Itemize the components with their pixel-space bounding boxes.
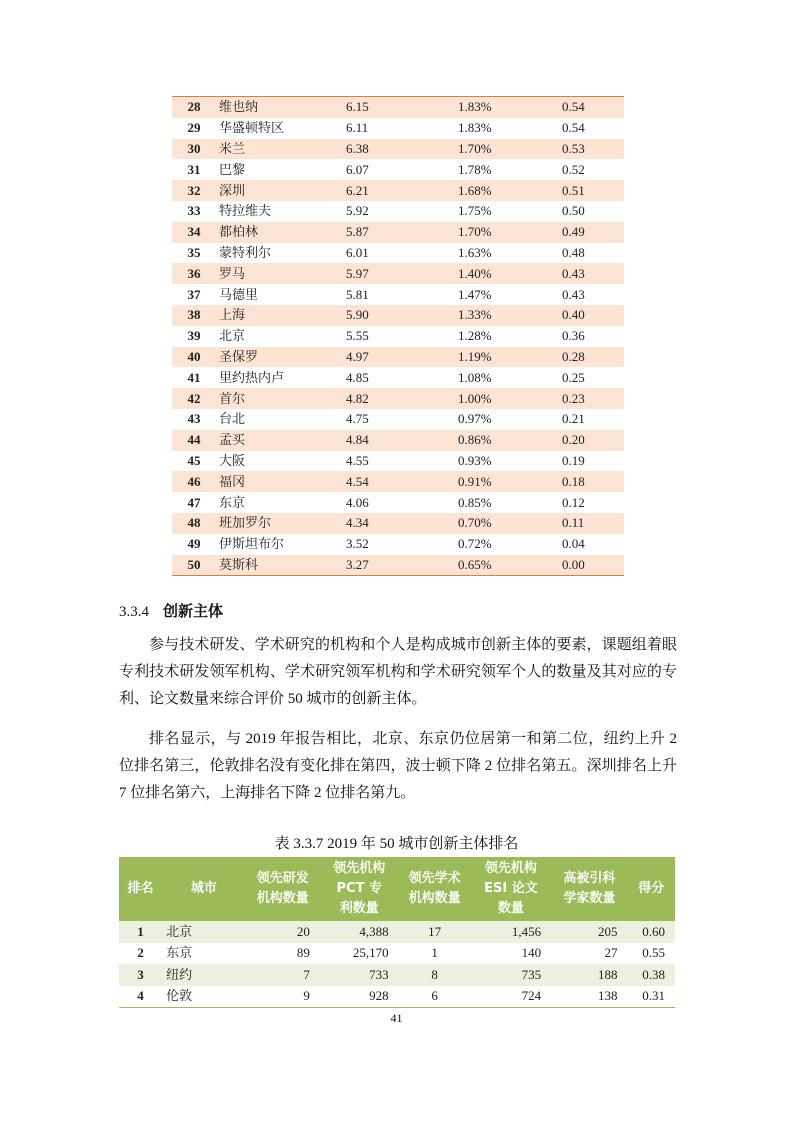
- esi-cell: 724: [471, 986, 552, 1008]
- index-cell: 0.51: [562, 180, 624, 201]
- score-cell: 3.52: [346, 534, 458, 555]
- share-cell: 0.91%: [458, 471, 562, 492]
- share-cell: 1.78%: [458, 159, 562, 180]
- esi-cell: 140: [471, 943, 552, 965]
- table-row: [119, 921, 675, 943]
- header-pct: [320, 857, 399, 921]
- header-city: 城市: [162, 857, 246, 921]
- share-cell: 1.70%: [458, 139, 562, 160]
- rank-cell: 50: [172, 555, 216, 576]
- city-cell: 北京: [216, 326, 346, 347]
- rd-orgs-cell: 9: [246, 986, 320, 1008]
- index-cell: 0.25: [562, 367, 624, 388]
- table-row: [172, 451, 624, 472]
- score-cell: 6.15: [346, 97, 458, 118]
- table-row: [172, 367, 624, 388]
- header-rd-orgs: [246, 857, 320, 921]
- score-cell: 5.87: [346, 222, 458, 243]
- rank-cell: 34: [172, 222, 216, 243]
- rank-cell: 43: [172, 409, 216, 430]
- share-cell: 1.28%: [458, 326, 562, 347]
- share-cell: 1.83%: [458, 118, 562, 139]
- index-cell: 0.00: [562, 555, 624, 576]
- table-row: [172, 243, 624, 264]
- table-row: [172, 118, 624, 139]
- share-cell: 0.97%: [458, 409, 562, 430]
- rank-cell: 47: [172, 492, 216, 513]
- esi-cell: 735: [471, 964, 552, 986]
- header-scholars-line-2: 学家数量: [563, 891, 616, 906]
- index-cell: 0.36: [562, 326, 624, 347]
- city-cell: 马德里: [216, 284, 346, 305]
- rank-cell: 39: [172, 326, 216, 347]
- score-cell: 4.54: [346, 471, 458, 492]
- pct-cell: 733: [320, 964, 399, 986]
- table-caption: 表 3.3.7 2019 年 50 城市创新主体排名: [274, 836, 519, 852]
- score-cell: 5.81: [346, 284, 458, 305]
- score-cell: 0.60: [627, 921, 675, 943]
- city-cell: 里约热内卢: [216, 367, 346, 388]
- city-cell: 罗马: [216, 263, 346, 284]
- share-cell: 1.63%: [458, 243, 562, 264]
- scholars-cell: 188: [551, 964, 627, 986]
- page-number: 41: [390, 1011, 403, 1025]
- score-cell: 0.31: [627, 986, 675, 1008]
- share-cell: 1.08%: [458, 367, 562, 388]
- rd-orgs-cell: 20: [246, 921, 320, 943]
- academic-orgs-cell: 17: [399, 921, 471, 943]
- score-cell: 5.55: [346, 326, 458, 347]
- score-cell: 3.27: [346, 555, 458, 576]
- score-cell: 6.11: [346, 118, 458, 139]
- city-cell: 伦敦: [162, 986, 246, 1008]
- table-row: [172, 180, 624, 201]
- header-rank: 排名: [119, 857, 162, 921]
- score-cell: 6.21: [346, 180, 458, 201]
- scholars-cell: 138: [551, 986, 627, 1008]
- city-cell: 都柏林: [216, 222, 346, 243]
- rank-cell: 30: [172, 139, 216, 160]
- rank-cell: 4: [119, 986, 162, 1008]
- section-title: 创新主体: [163, 602, 224, 620]
- academic-orgs-cell: 1: [399, 943, 471, 965]
- index-cell: 0.50: [562, 201, 624, 222]
- academic-orgs-cell: 6: [399, 986, 471, 1008]
- city-cell: 班加罗尔: [216, 513, 346, 534]
- city-cell: 福冈: [216, 471, 346, 492]
- share-cell: 1.68%: [458, 180, 562, 201]
- table-row: [172, 326, 624, 347]
- header-esi: [471, 857, 552, 921]
- scholars-cell: 205: [551, 921, 627, 943]
- rank-cell: 2: [119, 943, 162, 965]
- pct-cell: 4,388: [320, 921, 399, 943]
- score-cell: 4.85: [346, 367, 458, 388]
- rank-cell: 46: [172, 471, 216, 492]
- share-cell: 1.75%: [458, 201, 562, 222]
- rank-cell: 44: [172, 430, 216, 451]
- index-cell: 0.43: [562, 263, 624, 284]
- city-cell: 北京: [162, 921, 246, 943]
- city-cell: 台北: [216, 409, 346, 430]
- rank-cell: 45: [172, 451, 216, 472]
- pct-cell: 928: [320, 986, 399, 1008]
- scholars-cell: 27: [551, 943, 627, 965]
- table-row: [172, 471, 624, 492]
- score-cell: 5.97: [346, 263, 458, 284]
- city-cell: 首尔: [216, 388, 346, 409]
- section-number: 3.3.4: [119, 604, 149, 620]
- body-paragraph-2: 排名显示，与 2019 年报告相比，北京、东京仍位居第一和第二位，纽约上升 2 位排名第三，伦敦排名没有变化排在第四，波士顿下降 2 位排名第五。深圳排名上升 7 位排名第六，上海排名下降 2 位排名第九。: [119, 731, 677, 801]
- index-cell: 0.49: [562, 222, 624, 243]
- table-row: [172, 305, 624, 326]
- table-row: [119, 943, 675, 965]
- table-row: [172, 430, 624, 451]
- score-cell: 6.07: [346, 159, 458, 180]
- rank-cell: 33: [172, 201, 216, 222]
- city-ranking-table-continued: [172, 96, 624, 576]
- rank-cell: 41: [172, 367, 216, 388]
- index-cell: 0.52: [562, 159, 624, 180]
- index-cell: 0.40: [562, 305, 624, 326]
- table-row: [172, 263, 624, 284]
- share-cell: 0.72%: [458, 534, 562, 555]
- table-row: [172, 159, 624, 180]
- share-cell: 0.93%: [458, 451, 562, 472]
- share-cell: 1.33%: [458, 305, 562, 326]
- score-cell: 4.06: [346, 492, 458, 513]
- share-cell: 1.40%: [458, 263, 562, 284]
- header-rd-orgs-line-1: 领先研发: [256, 871, 309, 886]
- index-cell: 0.23: [562, 388, 624, 409]
- city-cell: 孟买: [216, 430, 346, 451]
- rd-orgs-cell: 89: [246, 943, 320, 965]
- header-scholars-line-1: 高被引科: [563, 871, 616, 886]
- header-pct-line-1: 领先机构: [333, 861, 386, 876]
- share-cell: 1.70%: [458, 222, 562, 243]
- table-row: [172, 284, 624, 305]
- index-cell: 0.18: [562, 471, 624, 492]
- table-row: [172, 513, 624, 534]
- rank-cell: 3: [119, 964, 162, 986]
- index-cell: 0.04: [562, 534, 624, 555]
- rank-cell: 40: [172, 347, 216, 368]
- score-cell: 4.84: [346, 430, 458, 451]
- score-cell: 4.34: [346, 513, 458, 534]
- index-cell: 0.54: [562, 97, 624, 118]
- score-cell: 0.38: [627, 964, 675, 986]
- header-academic-orgs: [399, 857, 471, 921]
- rank-cell: 29: [172, 118, 216, 139]
- city-cell: 巴黎: [216, 159, 346, 180]
- city-cell: 圣保罗: [216, 347, 346, 368]
- score-cell: 0.55: [627, 943, 675, 965]
- esi-cell: 1,456: [471, 921, 552, 943]
- table-row: [119, 986, 675, 1008]
- share-cell: 1.00%: [458, 388, 562, 409]
- table-row: [172, 222, 624, 243]
- index-cell: 0.11: [562, 513, 624, 534]
- score-cell: 4.82: [346, 388, 458, 409]
- share-cell: 0.70%: [458, 513, 562, 534]
- rank-cell: 31: [172, 159, 216, 180]
- city-cell: 蒙特利尔: [216, 243, 346, 264]
- score-cell: 4.55: [346, 451, 458, 472]
- table-row: [172, 201, 624, 222]
- table-row: [172, 347, 624, 368]
- innovation-subject-table: [119, 857, 675, 1008]
- city-cell: 维也纳: [216, 97, 346, 118]
- rank-cell: 38: [172, 305, 216, 326]
- city-cell: 东京: [216, 492, 346, 513]
- header-pct-line-3: 利数量: [339, 901, 379, 916]
- share-cell: 1.83%: [458, 97, 562, 118]
- table-row: [172, 555, 624, 576]
- city-cell: 伊斯坦布尔: [216, 534, 346, 555]
- rank-cell: 37: [172, 284, 216, 305]
- header-scholars: [551, 857, 627, 921]
- index-cell: 0.20: [562, 430, 624, 451]
- city-cell: 特拉维夫: [216, 201, 346, 222]
- rank-cell: 42: [172, 388, 216, 409]
- score-cell: 4.97: [346, 347, 458, 368]
- index-cell: 0.54: [562, 118, 624, 139]
- header-esi-line-2: ESI 论文: [484, 881, 538, 896]
- city-cell: 大阪: [216, 451, 346, 472]
- table-row: [172, 534, 624, 555]
- header-esi-line-1: 领先机构: [484, 861, 537, 876]
- rank-cell: 36: [172, 263, 216, 284]
- score-cell: 6.01: [346, 243, 458, 264]
- rank-cell: 48: [172, 513, 216, 534]
- header-academic-orgs-line-1: 领先学术: [408, 871, 461, 886]
- city-cell: 东京: [162, 943, 246, 965]
- index-cell: 0.28: [562, 347, 624, 368]
- table-row: [172, 139, 624, 160]
- rank-cell: 35: [172, 243, 216, 264]
- score-cell: 5.90: [346, 305, 458, 326]
- header-score: 得分: [627, 857, 675, 921]
- table-row: [172, 409, 624, 430]
- index-cell: 0.12: [562, 492, 624, 513]
- pct-cell: 25,170: [320, 943, 399, 965]
- score-cell: 5.92: [346, 201, 458, 222]
- city-cell: 上海: [216, 305, 346, 326]
- table-row: [172, 97, 624, 118]
- header-rd-orgs-line-2: 机构数量: [256, 891, 309, 906]
- share-cell: 0.65%: [458, 555, 562, 576]
- score-cell: 6.38: [346, 139, 458, 160]
- body-paragraph-1: 参与技术研发、学术研究的机构和个人是构成城市创新主体的要素，课题组着眼专利技术研发领军机构、学术研究领军机构和学术研究领军个人的数量及其对应的专利、论文数量来综合评价 50 城市的创新主体。: [119, 637, 677, 707]
- rank-cell: 28: [172, 97, 216, 118]
- ranking-table-body: [172, 97, 624, 576]
- city-cell: 米兰: [216, 139, 346, 160]
- header-academic-orgs-line-2: 机构数量: [408, 891, 461, 906]
- table-header-row: [119, 857, 675, 921]
- city-cell: 深圳: [216, 180, 346, 201]
- table-row: [172, 388, 624, 409]
- rank-cell: 32: [172, 180, 216, 201]
- index-cell: 0.19: [562, 451, 624, 472]
- rd-orgs-cell: 7: [246, 964, 320, 986]
- share-cell: 0.85%: [458, 492, 562, 513]
- header-pct-line-2: PCT 专: [336, 881, 382, 896]
- rank-cell: 1: [119, 921, 162, 943]
- section-heading: [119, 600, 223, 621]
- innovation-table-body: [119, 921, 675, 1008]
- city-cell: 纽约: [162, 964, 246, 986]
- academic-orgs-cell: 8: [399, 964, 471, 986]
- index-cell: 0.53: [562, 139, 624, 160]
- index-cell: 0.21: [562, 409, 624, 430]
- share-cell: 0.86%: [458, 430, 562, 451]
- header-esi-line-3: 数量: [497, 901, 524, 916]
- table-row: [172, 492, 624, 513]
- city-cell: 华盛顿特区: [216, 118, 346, 139]
- share-cell: 1.19%: [458, 347, 562, 368]
- index-cell: 0.48: [562, 243, 624, 264]
- index-cell: 0.43: [562, 284, 624, 305]
- table-row: [119, 964, 675, 986]
- rank-cell: 49: [172, 534, 216, 555]
- share-cell: 1.47%: [458, 284, 562, 305]
- city-cell: 莫斯科: [216, 555, 346, 576]
- score-cell: 4.75: [346, 409, 458, 430]
